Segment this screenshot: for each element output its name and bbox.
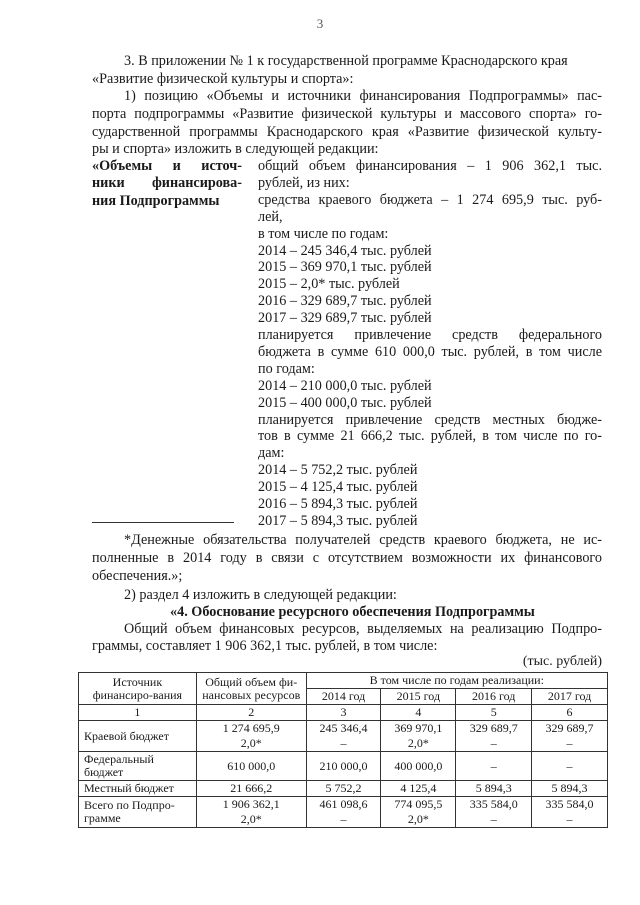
cell-value: – [456,736,532,752]
cell-value: 21 666,2 [196,781,306,797]
row-name: Краевой бюджет [79,721,197,752]
header-total: Общий объем фи-нансовых ресурсов [196,673,306,705]
cell-value: 210 000,0 [306,752,381,781]
footnote-line-1: *Денежные обязательства получателей средств краевого бюджета, не ис- [124,532,602,548]
unit-note: (тыс. рублей) [522,654,602,669]
intro-line-1: 3. В приложении № 1 к государственной программе Краснодарского края [124,53,568,69]
header-year-2014: 2014 год [306,689,381,705]
footnote-separator [92,522,234,523]
summary-line-1: Общий объем финансовых ресурсов, выделяемых на реализацию Подпро- [124,621,602,637]
col-number: 6 [532,705,608,721]
header-year-2016: 2016 год [456,689,532,705]
passport-line: 2015 – 4 125,4 тыс. рублей [258,479,418,496]
cell-value: 329 689,7 [456,721,532,737]
passport-line: 2014 – 5 752,2 тыс. рублей [258,462,418,479]
passport-line: 2014 – 210 000,0 тыс. рублей [258,377,432,394]
resource-table [78,672,608,828]
passport-line: 2016 – 329 689,7 тыс. рублей [258,293,432,310]
row-name: Местный бюджет [79,781,197,797]
passport-line: средства краевого бюджета – 1 274 695,9 тыс. руб- [258,191,602,208]
item1-line-3: сударственной программы Краснодарского края «Развитие физической культу- [92,124,602,140]
cell-value: 335 584,0 [532,797,608,813]
header-year-2017: 2017 год [532,689,608,705]
cell-value: 2,0* [196,736,306,752]
passport-line: дам: [258,445,285,462]
passport-line: лей, [258,208,283,225]
cell-value: 2,0* [381,736,456,752]
table-row [79,752,608,781]
passport-line: 2017 – 329 689,7 тыс. рублей [258,310,432,327]
cell-value: 1 274 695,9 [196,721,306,737]
cell-value: 335 584,0 [456,797,532,813]
passport-line: 2017 – 5 894,3 тыс. рублей [258,512,418,529]
col-number: 2 [196,705,306,721]
cell-value: 4 125,4 [381,781,456,797]
cell-value: 1 906 362,1 [196,797,306,813]
passport-line: общий объем финансирования – 1 906 362,1 тыс. [258,158,602,174]
passport-label-line-1: «Объемы и источ- [92,158,242,174]
cell-value: – [456,812,532,828]
passport-line: в том числе по годам: [258,225,389,242]
col-number: 5 [456,705,532,721]
cell-value: 5 752,2 [306,781,381,797]
passport-line: 2015 – 369 970,1 тыс. рублей [258,259,432,276]
passport-line: по годам: [258,360,315,377]
passport-line: 2014 – 245 346,4 тыс. рублей [258,242,432,259]
col-number: 3 [306,705,381,721]
cell-value: 461 098,6 [306,797,381,813]
row-name: Федеральный бюджет [79,752,197,781]
cell-value: 610 000,0 [196,752,306,781]
cell-value: 5 894,3 [456,781,532,797]
passport-line: 2015 – 400 000,0 тыс. рублей [258,394,432,411]
summary-line-2: граммы, составляет 1 906 362,1 тыс. рублей, в том числе: [92,638,438,654]
cell-value: 2,0* [381,812,456,828]
passport-line: планируется привлечение средств местных бюдже- [258,411,602,428]
cell-value: – [532,752,608,781]
cell-value: 400 000,0 [381,752,456,781]
item1-line-2: порта подпрограммы «Развитие физической культуры и массового спорта» го- [92,106,602,122]
item2-line: 2) раздел 4 изложить в следующей редакции: [124,587,397,603]
header-years-group: В том числе по годам реализации: [306,673,607,689]
intro-line-2: «Развитие физической культуры и спорта»: [92,71,354,87]
col-number: 4 [381,705,456,721]
passport-line: рублей, из них: [258,174,350,191]
cell-value: 245 346,4 [306,721,381,737]
footnote-line-2: полненные в 2014 году в связи с отсутствием возможности их финансового [92,550,602,566]
row-name: Всего по Подпро-граммe [79,797,197,828]
passport-line: планируется привлечение средств федерального [258,327,602,343]
item1-line-1: 1) позицию «Объемы и источники финансирования Подпрограммы» пас- [124,88,602,104]
footnote-line-3: обеспечения.»; [92,568,183,584]
item1-line-4: ры и спорта» изложить в следующей редакции: [92,141,379,157]
table-row [79,781,608,797]
col-number: 1 [79,705,197,721]
cell-value: – [532,812,608,828]
header-source: Источник финансиро-вания [79,673,197,705]
cell-value: 329 689,7 [532,721,608,737]
table-row [79,721,608,737]
cell-value: 369 970,1 [381,721,456,737]
cell-value: – [306,736,381,752]
cell-value: – [306,812,381,828]
passport-label-line-2: ники финансирова- [92,175,242,191]
cell-value: 5 894,3 [532,781,608,797]
passport-line: тов в сумме 21 666,2 тыс. рублей, в том числе по го- [258,428,602,445]
passport-line: 2016 – 5 894,3 тыс. рублей [258,496,418,512]
cell-value: 774 095,5 [381,797,456,813]
passport-line: бюджета в сумме 610 000,0 тыс. рублей, в том числе [258,343,602,360]
cell-value: – [532,736,608,752]
cell-value: – [456,752,532,781]
section-title: «4. Обоснование ресурсного обеспечения Подпрограммы [170,604,535,620]
cell-value: 2,0* [196,812,306,828]
passport-label-line-3: ния Подпрограммы [92,193,220,209]
passport-line: 2015 – 2,0* тыс. рублей [258,276,400,293]
header-year-2015: 2015 год [381,689,456,705]
table-row [79,797,608,813]
page-number: 3 [316,16,324,31]
